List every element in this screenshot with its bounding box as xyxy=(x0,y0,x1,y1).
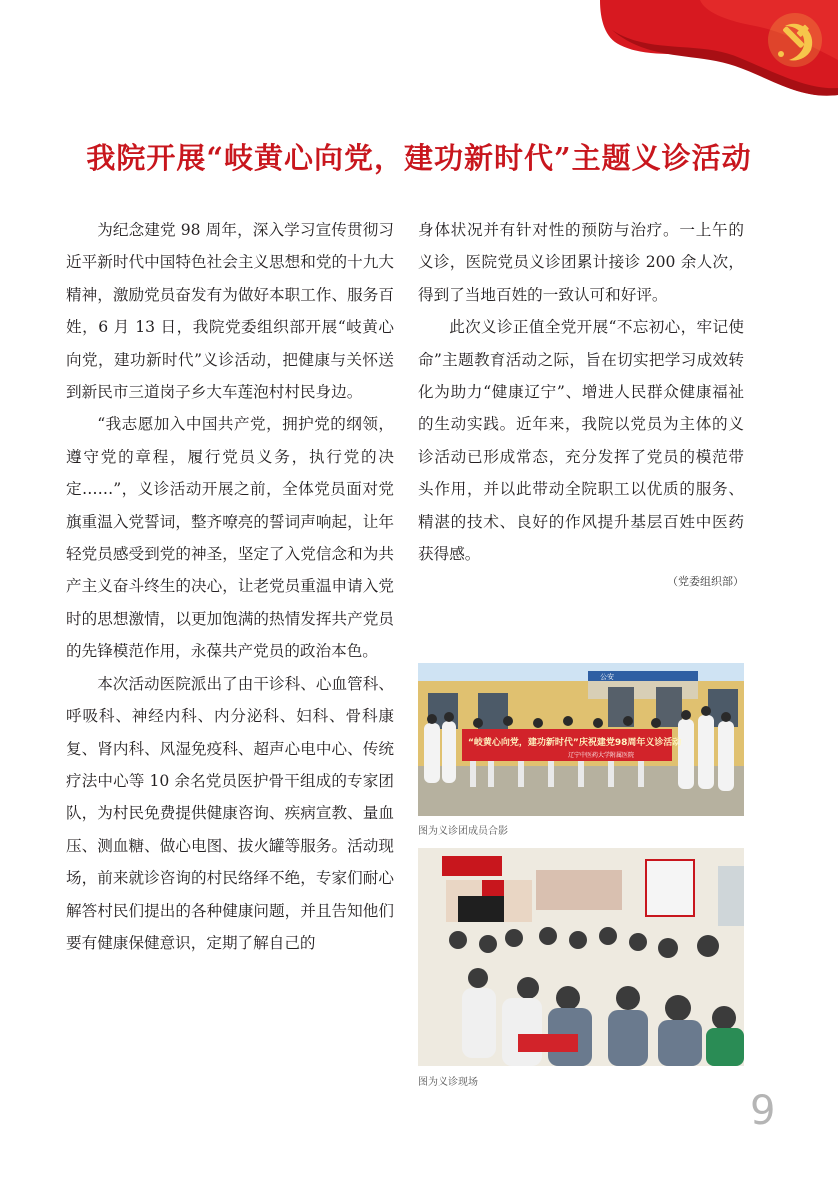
paragraph-continued: 身体状况并有针对性的预防与治疗。一上午的义诊，医院党员义诊团累计接诊 200 余人次，得到了当地百姓的一致认可和好评。 xyxy=(418,221,744,304)
paragraph-conclusion: 此次义诊正值全党开展“不忘初心，牢记使命”主题教育活动之际，旨在切实把学习成效转化为助力“健康辽宁”、增进人民群众健康福祉的生动实践。近年来，我院以党员为主体的义诊活动已形成常态，充分发挥了党员的模范带头作用，并以此带动全院职工以优质的服务、精湛的技术、良好的作风提升基层百姓中医药获得感。 xyxy=(418,318,744,564)
photo-caption-group: 图为义诊团成员合影 xyxy=(418,826,508,837)
party-emblem-icon xyxy=(768,13,822,67)
article-title: 我院开展“岐黄心向党，建功新时代”主题义诊活动 xyxy=(86,141,752,175)
byline: （党委组织部） xyxy=(667,575,744,589)
building-sign: 公安 xyxy=(600,673,614,681)
paragraph-intro: 为纪念建党 98 周年，深入学习宣传贯彻习近平新时代中国特色社会主义思想和党的十九大精神，激励党员奋发有为做好本职工作、服务百姓，6 月 13 日，我院党委组织部开展“岐黄心向党，建功新时代”义诊活动，把健康与关怀送到新民市三道岗子乡大车莲泡村村民身边。 xyxy=(66,221,394,402)
group-photo xyxy=(418,663,744,816)
banner-text: “岐黄心向党，建功新时代”庆祝建党98周年义诊活动 xyxy=(468,738,682,748)
page-number: 9 xyxy=(750,1088,776,1134)
paragraph-oath: “我志愿加入中国共产党，拥护党的纲领，遵守党的章程，履行党员义务，执行党的决定……”，义诊活动开展之前，全体党员面对党旗重温入党誓词，整齐嘹亮的誓词声响起，让年轻党员感受到党的神圣，坚定了入党信念和为共产主义奋斗终生的决心，让老党员重温申请入党时的思想激情，以更加饱满的热情发挥共产党员的先锋模范作用，永葆共产党员的政治本色。 xyxy=(66,415,394,661)
header-ribbon xyxy=(0,0,838,110)
photo-caption-clinic: 图为义诊现场 xyxy=(418,1077,478,1088)
paragraph-team: 本次活动医院派出了由干诊科、心血管科、呼吸科、神经内科、内分泌科、妇科、骨科康复、肾内科、风湿免疫科、超声心电中心、传统疗法中心等 10 余名党员医护骨干组成的专家团队，为村民免费提供健康咨询、疾病宣教、量血压、测血糖、做心电图、拔火罐等服务。活动现场，前来就诊咨询的村民络绎不绝，专家们耐心解答村民们提出的各种健康问题，并且告知他们要有健康保健意识，定期了解自己的 xyxy=(66,674,394,952)
banner-subtext: 辽宁中医药大学附属医院 xyxy=(568,752,635,759)
clinic-scene-photo xyxy=(418,848,744,1066)
article-body-right-column xyxy=(418,214,744,590)
article-body-left-column xyxy=(66,214,394,959)
